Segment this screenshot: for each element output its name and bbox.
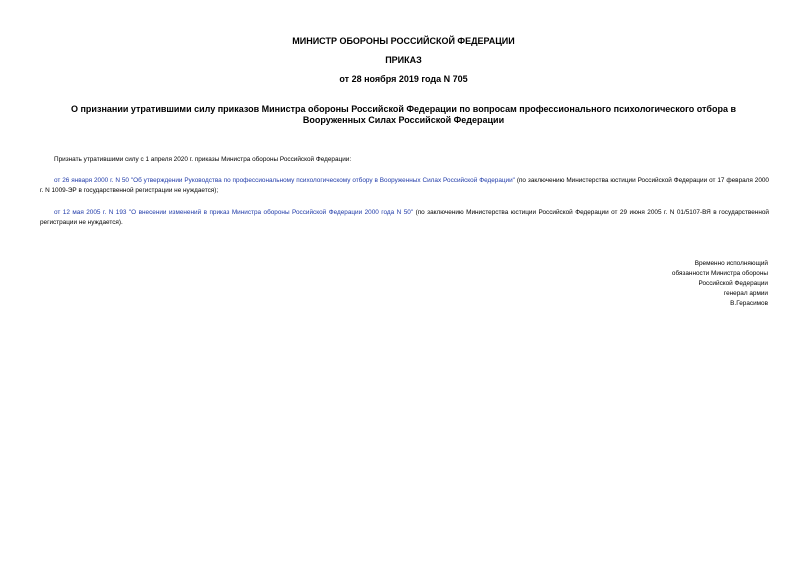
order-date-number: от 28 ноября 2019 года N 705 [339, 74, 468, 84]
ministry-heading: МИНИСТР ОБОРОНЫ РОССИЙСКОЙ ФЕДЕРАЦИИ [292, 36, 515, 46]
document-title: О признании утратившими силу приказов Министра обороны Российской Федерации по вопросам профессионального психологического отбора в Вооруженных Силах Российской Федерации [71, 104, 736, 125]
signature-line: Временно исполняющий [694, 260, 768, 267]
order-note: (по заключению Министерства юстиции Российской Федерации от 17 февраля 2000 г. N 1009-ЭР в государственной регистрации не нуждается); [40, 177, 769, 194]
order-link[interactable]: от 26 января 2000 г. N 50 "Об утверждении Руководства по профессиональному психологическому отбору в Вооруженных Силах Российской Федерации" [54, 177, 515, 184]
document-type-heading: ПРИКАЗ [385, 55, 422, 65]
repealed-order-item [40, 208, 769, 228]
signature-block [560, 259, 768, 309]
repealed-order-item [40, 176, 769, 196]
signer-name: В.Герасимов [730, 300, 768, 307]
order-link[interactable]: от 12 мая 2005 г. N 193 "О внесении изменений в приказ Министра обороны Российской Федерации 2000 года N 50" [54, 209, 414, 216]
signature-line: обязанности Министра обороны [671, 270, 768, 277]
order-note: (по заключению Министерства юстиции Российской Федерации от 29 июня 2005 г. N 01/5107-ВЯ в государственной регистрации не нуждается). [40, 209, 769, 226]
intro-paragraph: Признать утратившими силу с 1 апреля 2020 г. приказы Министра обороны Российской Федерации: [54, 156, 352, 163]
signature-line: Российской Федерации [698, 280, 768, 287]
signature-line: генерал армии [723, 290, 768, 297]
